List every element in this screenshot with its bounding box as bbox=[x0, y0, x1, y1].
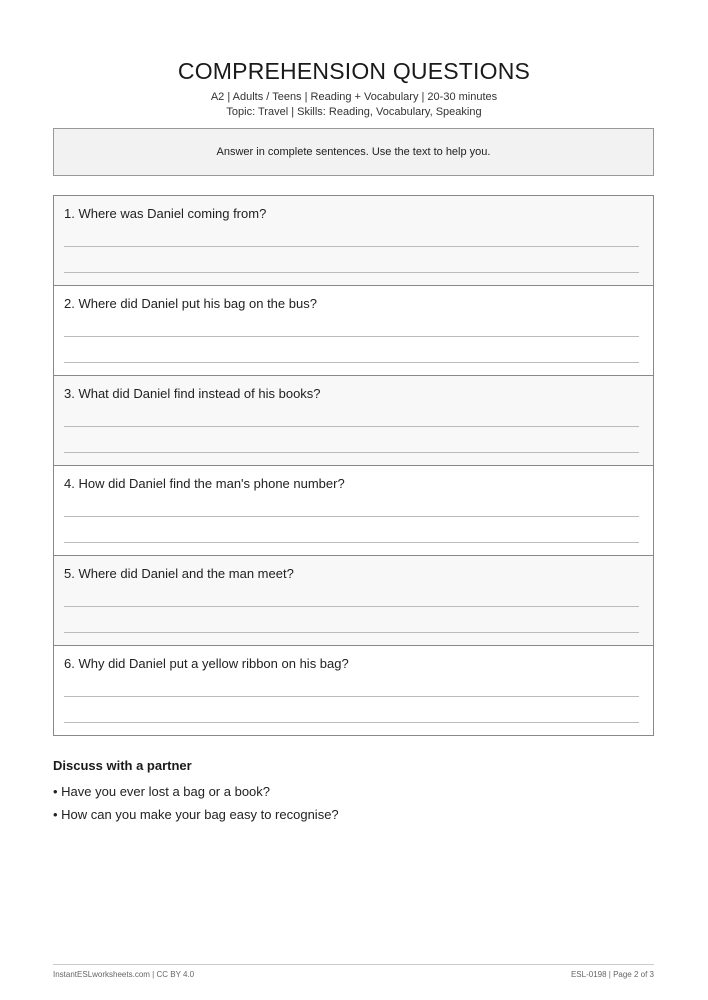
instructions-text: Answer in complete sentences. Use the text to help you. bbox=[216, 146, 491, 158]
worksheet-meta-level: A2 | Adults / Teens | Reading + Vocabulary | 20-30 minutes bbox=[210, 91, 498, 103]
question-4 bbox=[54, 466, 653, 556]
discuss-heading: Discuss with a partner bbox=[53, 758, 192, 773]
discuss-item: • Have you ever lost a bag or a book? bbox=[53, 784, 271, 799]
answer-line[interactable] bbox=[64, 426, 639, 427]
answer-line[interactable] bbox=[64, 272, 639, 273]
footer-source: InstantESLworksheets.com | CC BY 4.0 bbox=[53, 970, 195, 979]
question-3 bbox=[54, 376, 653, 466]
worksheet-meta-topic: Topic: Travel | Skills: Reading, Vocabulary, Speaking bbox=[226, 106, 482, 118]
question-text: 1. Where was Daniel coming from? bbox=[64, 206, 267, 221]
instructions-box bbox=[53, 128, 654, 176]
answer-line[interactable] bbox=[64, 696, 639, 697]
question-text: 2. Where did Daniel put his bag on the bus? bbox=[64, 296, 317, 311]
question-6 bbox=[54, 646, 653, 736]
footer-page-number: ESL-0198 | Page 2 of 3 bbox=[570, 970, 654, 979]
answer-line[interactable] bbox=[64, 362, 639, 363]
answer-line[interactable] bbox=[64, 516, 639, 517]
answer-line[interactable] bbox=[64, 452, 639, 453]
answer-line[interactable] bbox=[64, 246, 639, 247]
questions-table bbox=[53, 195, 654, 736]
answer-line[interactable] bbox=[64, 542, 639, 543]
answer-line[interactable] bbox=[64, 336, 639, 337]
answer-line[interactable] bbox=[64, 606, 639, 607]
question-2 bbox=[54, 286, 653, 376]
answer-line[interactable] bbox=[64, 722, 639, 723]
question-5 bbox=[54, 556, 653, 646]
footer-divider bbox=[53, 964, 654, 965]
question-text: 4. How did Daniel find the man's phone number? bbox=[64, 476, 345, 491]
discuss-item: • How can you make your bag easy to recognise? bbox=[53, 807, 339, 822]
answer-line[interactable] bbox=[64, 632, 639, 633]
question-text: 5. Where did Daniel and the man meet? bbox=[64, 566, 294, 581]
question-text: 6. Why did Daniel put a yellow ribbon on his bag? bbox=[64, 656, 349, 671]
question-text: 3. What did Daniel find instead of his books? bbox=[64, 386, 321, 401]
question-1 bbox=[54, 196, 653, 286]
page-title: COMPREHENSION QUESTIONS bbox=[177, 58, 531, 84]
